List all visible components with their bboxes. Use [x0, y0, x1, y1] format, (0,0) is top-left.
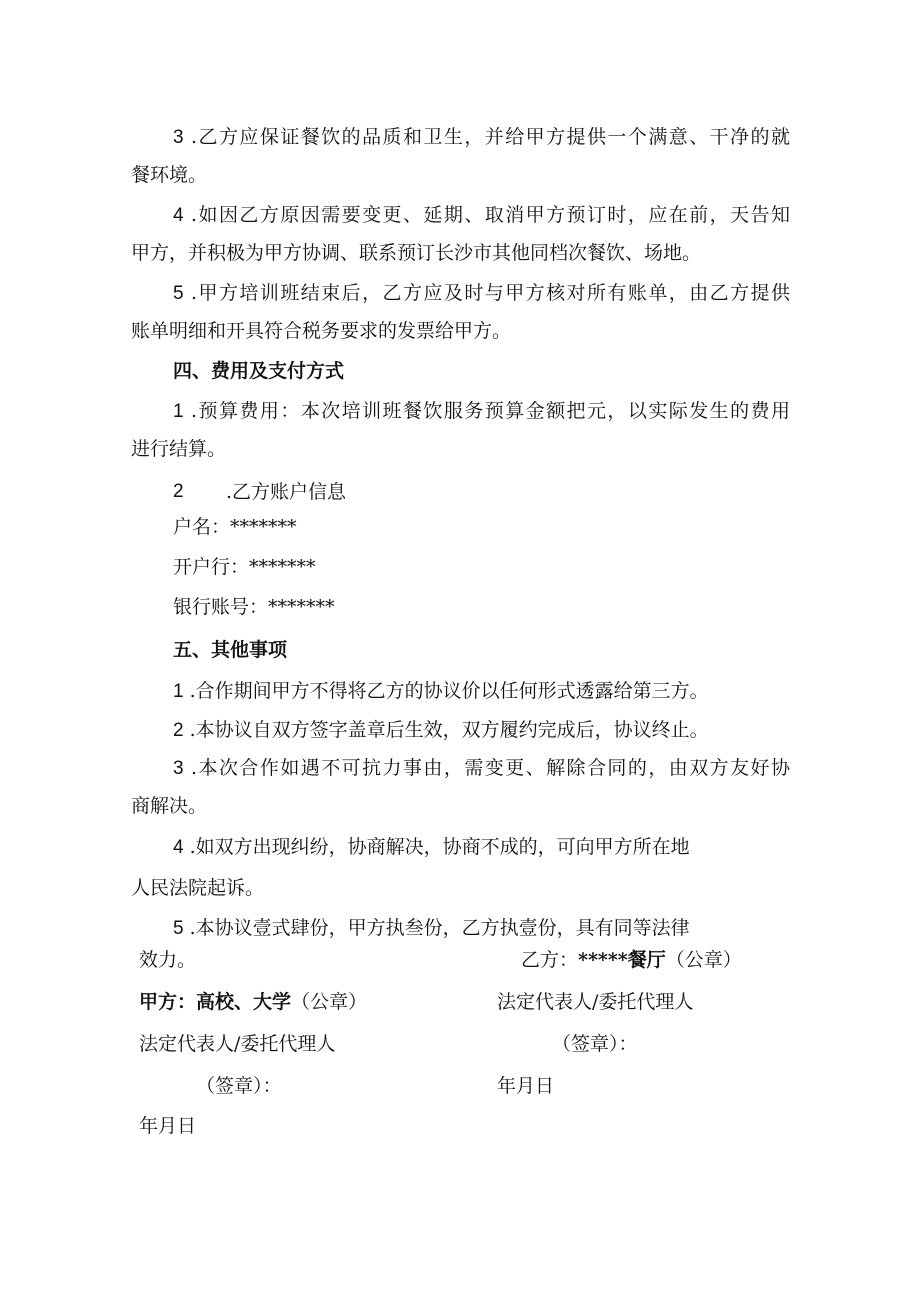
party-b-representative: 法定代表人/委托代理人 [497, 991, 694, 1013]
party-a-seal: （公章） [291, 991, 368, 1013]
clause-5-1 [173, 679, 709, 704]
clause-5-3-line-1 [173, 756, 790, 781]
clause-number: 3 [173, 127, 184, 148]
clause-text: .甲方培训班结束后，乙方应及时与甲方核对所有账单，由乙方提供 [183, 282, 790, 304]
clause-number: 5 [173, 283, 184, 304]
clause-5-5-line-2: 效力。 [139, 949, 197, 971]
clause-4-2-text: .乙方账户信息 [226, 481, 347, 503]
clause-text: .合作期间甲方不得将乙方的协议价以任何形式透露给第三方。 [183, 680, 709, 702]
clause-number: 5 [173, 918, 184, 939]
clause-5-3-line-2: 商解决。 [131, 795, 208, 817]
clause-number: 4 [173, 837, 184, 858]
party-a-label [139, 990, 367, 1014]
clause-number: 4 [173, 205, 184, 226]
clause-3-5-line-1 [173, 281, 790, 306]
clause-5-2 [173, 718, 709, 743]
account-bank: 开户行：******* [173, 556, 316, 578]
party-b-name: *****餐厅 [578, 949, 666, 971]
party-b-seal: （公章） [665, 949, 742, 971]
clause-text: .预算费用：本次培训班餐饮服务预算金额把元，以实际发生的费用 [183, 400, 790, 422]
clause-3-4-line-2: 甲方，并积极为甲方协调、联系预订长沙市其他同档次餐饮、场地。 [131, 242, 702, 264]
clause-3-4-line-1 [173, 203, 790, 228]
party-a-signature: （签章）： [196, 1075, 282, 1097]
clause-number: 3 [173, 758, 184, 779]
clause-3-3-line-1 [173, 125, 790, 150]
clause-text: .本协议壹式肆份，甲方执叁份，乙方执壹份，具有同等法律 [183, 917, 690, 939]
clause-5-4-line-2: 人民法院起诉。 [131, 877, 265, 899]
clause-4-1-line-1 [173, 399, 790, 424]
clause-5-4-line-1 [173, 835, 690, 860]
clause-number: 1 [173, 681, 184, 702]
clause-number: 2 [173, 720, 184, 741]
clause-4-1-line-2: 进行结算。 [131, 438, 227, 460]
clause-text: .本次合作如遇不可抗力事由，需变更、解除合同的，由双方友好协 [183, 757, 790, 779]
clause-3-3-line-2: 餐环境。 [131, 164, 208, 186]
clause-text: .如因乙方原因需要变更、延期、取消甲方预订时，应在前，天告知 [183, 204, 790, 226]
account-number: 银行账号：******* [173, 596, 335, 618]
party-b-date: 年月日 [497, 1075, 555, 1097]
clause-text: .如双方出现纠纷，协商解决，协商不成的，可向甲方所在地 [183, 836, 690, 858]
account-name: 户名：******* [173, 516, 297, 538]
clause-3-5-line-2: 账单明细和开具符合税务要求的发票给甲方。 [131, 320, 512, 342]
clause-4-2-number: 2 [173, 481, 184, 502]
clause-text: .本协议自双方签字盖章后生效，双方履约完成后，协议终止。 [183, 719, 709, 741]
section-4-heading: 四、费用及支付方式 [173, 360, 345, 382]
clause-number: 1 [173, 401, 184, 422]
party-a-name: 甲方：高校、大学 [139, 991, 292, 1013]
clause-text: .乙方应保证餐饮的品质和卫生，并给甲方提供一个满意、干净的就 [183, 126, 790, 148]
party-b-prefix: 乙方： [521, 949, 579, 971]
party-b-label [521, 948, 742, 972]
party-a-date: 年月日 [139, 1115, 197, 1137]
party-a-representative: 法定代表人/委托代理人 [139, 1033, 336, 1055]
section-5-heading: 五、其他事项 [173, 639, 288, 661]
party-b-signature: （签章）： [552, 1033, 638, 1055]
clause-5-5-line-1 [173, 916, 690, 941]
